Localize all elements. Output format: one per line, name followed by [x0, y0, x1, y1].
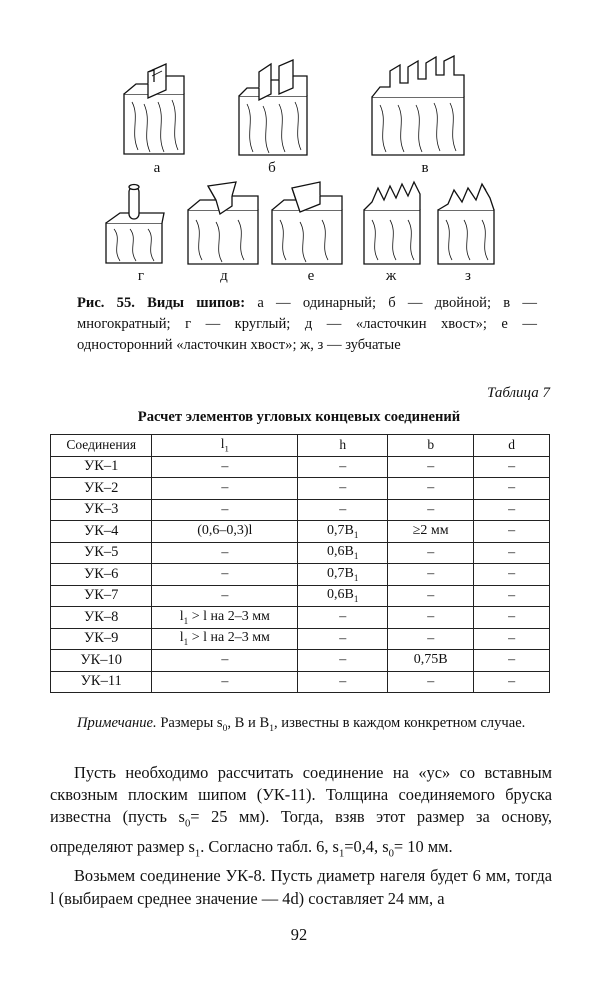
table-cell: –	[474, 542, 550, 564]
table-cell: –	[474, 564, 550, 586]
table-cell: $0,6B_1$	[298, 542, 388, 564]
figure-caption	[77, 293, 537, 356]
connection-name-cell: УК–3	[51, 499, 152, 521]
table-cell: –	[388, 478, 474, 500]
tenon-one-side-dovetail-drawing	[270, 180, 348, 266]
table-row	[51, 607, 550, 629]
table-row	[51, 521, 550, 543]
connection-name-cell: УК–2	[51, 478, 152, 500]
header-cell-b: b	[388, 435, 474, 457]
tenon-round-drawing	[104, 183, 168, 265]
connection-name-cell: УК–7	[51, 585, 152, 607]
table-cell: $0,6B_1$	[298, 585, 388, 607]
table-row	[51, 478, 550, 500]
table-cell: ≥2 мм	[388, 521, 474, 543]
table-cell: $l_1 > l$ на 2–3 мм	[152, 628, 298, 650]
table-cell: –	[474, 521, 550, 543]
table-cell: –	[152, 585, 298, 607]
connection-name-cell: УК–5	[51, 542, 152, 564]
figure-label-v: в	[421, 160, 429, 176]
table-cell: –	[388, 542, 474, 564]
table-cell: $l_1 > l$ на 2–3 мм	[152, 607, 298, 629]
table-body	[51, 456, 550, 693]
connection-name-cell: УК–9	[51, 628, 152, 650]
note-text: Размеры $s_0$, B и $B_1$, известны в каждом конкретном случае.	[160, 715, 526, 734]
header-cell-h: h	[298, 435, 388, 457]
table-cell: –	[298, 456, 388, 478]
table-cell: –	[474, 499, 550, 521]
table-cell: $0,7B_1$	[298, 521, 388, 543]
page-number: 92	[290, 925, 308, 944]
table-cell: –	[474, 478, 550, 500]
table-cell: –	[152, 671, 298, 693]
tenon-single-drawing	[122, 62, 192, 157]
connection-name-cell: УК–11	[51, 671, 152, 693]
table-note	[77, 712, 547, 740]
figure-label-a: а	[153, 160, 161, 176]
header-cell-connections: Соединения	[51, 435, 152, 457]
table-cell: –	[474, 650, 550, 672]
table-row	[51, 542, 550, 564]
connection-name-cell: УК–10	[51, 650, 152, 672]
table-cell: –	[388, 456, 474, 478]
table-cell: –	[388, 585, 474, 607]
table-cell: 0,75B	[388, 650, 474, 672]
body-text	[50, 762, 552, 910]
tenon-toothed-2-drawing	[436, 180, 500, 266]
figure-label-d: д	[220, 268, 228, 284]
tenon-dovetail-drawing	[186, 180, 264, 266]
table-cell: –	[388, 564, 474, 586]
connection-name-cell: УК–1	[51, 456, 152, 478]
table-cell: –	[152, 478, 298, 500]
paragraph: Пусть необходимо рассчитать соединение на «ус» со вставным сквозным плоским шипом (УК-11). Толщина соединяемого бруска известна (пусть $s_0= 25$ мм). Тогда, взяв этот размер за основу, определяют размер $s_1$. Согласно табл. 6, $s_1=0,4$, $s_0= 10$ мм.	[50, 763, 553, 860]
figure-label-g: г	[137, 268, 145, 284]
table-row	[51, 456, 550, 478]
tenon-double-drawing	[237, 58, 315, 158]
table-cell: –	[298, 499, 388, 521]
table-cell: –	[152, 650, 298, 672]
header-cell-d: d	[474, 435, 550, 457]
table-cell: –	[298, 607, 388, 629]
table-cell: –	[298, 628, 388, 650]
table-cell: $0,7B_1$	[298, 564, 388, 586]
paragraph: Возьмем соединение УК-8. Пусть диаметр нагеля будет 6 мм, тогда l (выбираем среднее значение — 4d) составляет 24 мм, а	[50, 866, 552, 908]
table-row	[51, 585, 550, 607]
note-label: Примечание.	[77, 715, 157, 731]
table-cell: –	[474, 671, 550, 693]
figure-label-z: з	[465, 268, 471, 284]
table-row	[51, 671, 550, 693]
table-row	[51, 628, 550, 650]
figure-label-zh: ж	[385, 268, 397, 284]
table-header-row	[51, 435, 550, 457]
figure-caption-text: а — одинарный; б — двойной; в — многократный; г — круглый; д — «ласточкин хвост»; е — односторонний «ласточкин хвост»; ж, з — зубчатые	[77, 295, 537, 353]
table-cell: (0,6–0,3)l	[152, 521, 298, 543]
table-cell: –	[388, 628, 474, 650]
table-cell: –	[474, 607, 550, 629]
table-cell: –	[388, 607, 474, 629]
table-title: Расчет элементов угловых концевых соединений	[137, 409, 461, 425]
table-number: Таблица 7	[487, 385, 550, 401]
table-row	[51, 499, 550, 521]
figure-label-b: б	[268, 160, 276, 176]
tenon-toothed-1-drawing	[362, 180, 426, 266]
header-cell-l1: $l_1$	[152, 435, 298, 457]
figure-label-e: е	[307, 268, 315, 284]
table-cell: –	[388, 499, 474, 521]
table-cell: –	[474, 628, 550, 650]
table-row	[51, 650, 550, 672]
table-cell: –	[152, 456, 298, 478]
table-cell: –	[474, 585, 550, 607]
table-cell: –	[298, 671, 388, 693]
table-cell: –	[152, 564, 298, 586]
table-cell: –	[152, 542, 298, 564]
connection-name-cell: УК–8	[51, 607, 152, 629]
connection-name-cell: УК–4	[51, 521, 152, 543]
figure-caption-title: Рис. 55. Виды шипов:	[77, 295, 246, 311]
table-cell: –	[152, 499, 298, 521]
table-cell: –	[388, 671, 474, 693]
connection-name-cell: УК–6	[51, 564, 152, 586]
table-cell: –	[474, 456, 550, 478]
table-cell: –	[298, 478, 388, 500]
table-row	[51, 564, 550, 586]
tenon-multiple-drawing	[370, 55, 470, 158]
table-cell: –	[298, 650, 388, 672]
calculation-table	[50, 434, 550, 693]
